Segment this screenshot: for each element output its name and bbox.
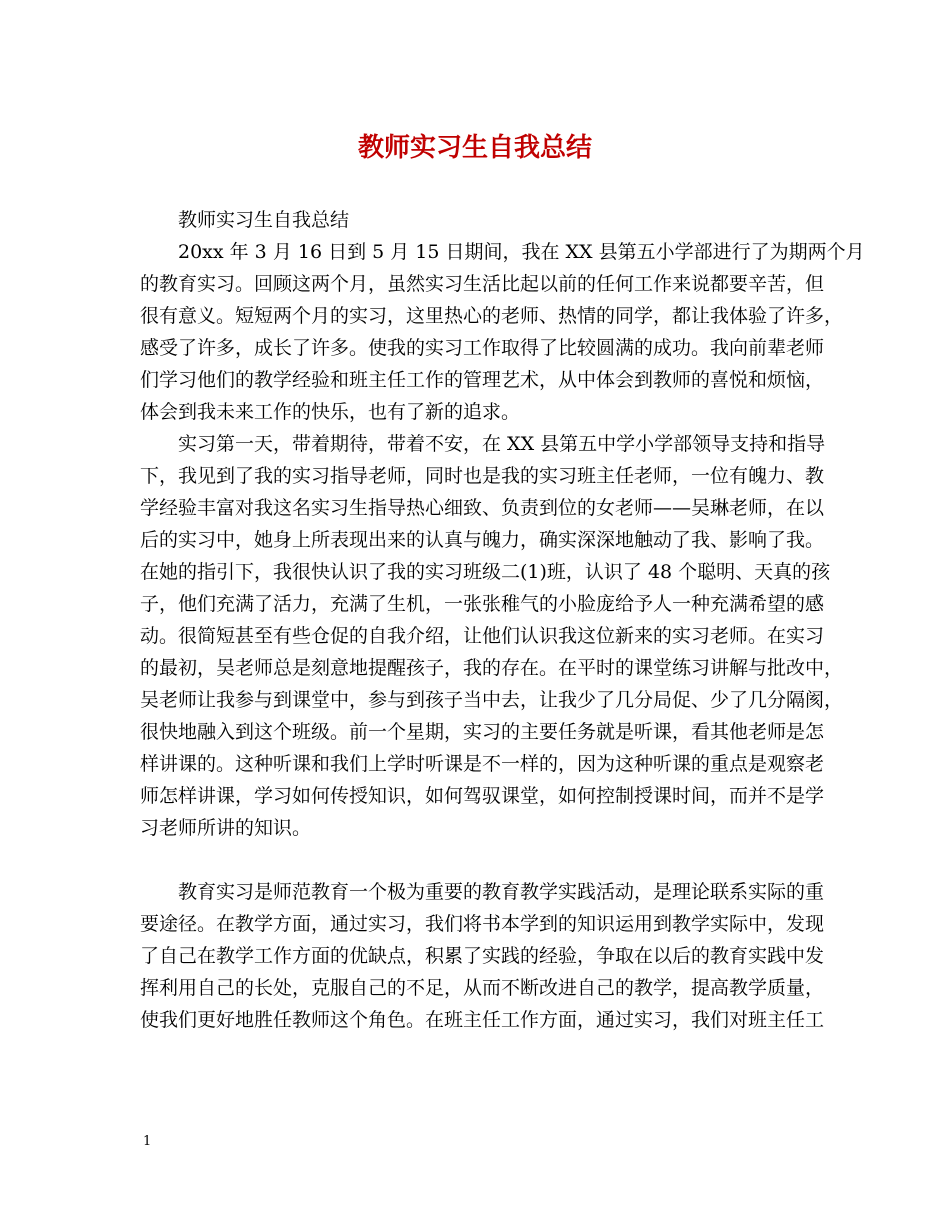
subtitle-line: 教师实习生自我总结 [178, 209, 350, 231]
paragraph-1-line-1: 20xx 年 3 月 16 日到 5 月 15 日期间，我在 XX 县第五小学部进行了为期两个月 [178, 241, 865, 263]
document-title: 教师实习生自我总结 [357, 133, 592, 163]
paragraph-2-line-5: 在她的指引下，我很快认识了我的实习班级二(1)班，认识了 48 个聪明、天真的孩 [140, 561, 831, 583]
paragraph-2-line-2: 下，我见到了我的实习指导老师，同时也是我的实习班主任老师，一位有魄力、教 [140, 465, 825, 487]
paragraph-2-line-8: 的最初，吴老师总是刻意地提醒孩子，我的存在。在平时的课堂练习讲解与批改中， [140, 657, 844, 679]
page-number: 1 [143, 1134, 152, 1149]
paragraph-2-line-7: 动。很简短甚至有些仓促的自我介绍，让他们认识我这位新来的实习老师。在实习 [140, 625, 825, 647]
paragraph-2-line-10: 很快地融入到这个班级。前一个星期，实习的主要任务就是听课，看其他老师是怎 [140, 721, 825, 743]
paragraph-2-line-13: 习老师所讲的知识。 [140, 817, 312, 839]
paragraph-3-line-4: 挥利用自己的长处，克服自己的不足，从而不断改进自己的教学，提高教学质量， [140, 977, 825, 999]
paragraph-2-line-6: 子，他们充满了活力，充满了生机，一张张稚气的小脸庞给予人一种充满希望的感 [140, 593, 825, 615]
paragraph-3-line-5: 使我们更好地胜任教师这个角色。在班主任工作方面，通过实习，我们对班主任工 [140, 1009, 825, 1031]
paragraph-3-line-2: 要途径。在教学方面，通过实习，我们将书本学到的知识运用到教学实际中，发现 [140, 913, 825, 935]
paragraph-1-line-2: 的教育实习。回顾这两个月，虽然实习生活比起以前的任何工作来说都要辛苦，但 [140, 273, 825, 295]
paragraph-2-line-4: 后的实习中，她身上所表现出来的认真与魄力，确实深深地触动了我、影响了我。 [140, 529, 825, 551]
paragraph-1-line-6: 体会到我未来工作的快乐，也有了新的追求。 [140, 401, 521, 423]
paragraph-1-line-5: 们学习他们的教学经验和班主任工作的管理艺术，从中体会到教师的喜悦和烦恼， [140, 369, 825, 391]
paragraph-3-line-1: 教育实习是师范教育一个极为重要的教育教学实践活动，是理论联系实际的重 [178, 881, 825, 903]
paragraph-2-line-1: 实习第一天，带着期待，带着不安，在 XX 县第五中学小学部领导支持和指导 [178, 433, 826, 455]
paragraph-3-line-3: 了自己在教学工作方面的优缺点，积累了实践的经验，争取在以后的教育实践中发 [140, 945, 825, 967]
document-body [140, 204, 865, 1036]
paragraph-2-line-9: 吴老师让我参与到课堂中，参与到孩子当中去，让我少了几分局促、少了几分隔阂， [140, 689, 844, 711]
paragraph-1-line-4: 感受了许多，成长了许多。使我的实习工作取得了比较圆满的成功。我向前辈老师 [140, 337, 825, 359]
paragraph-2-line-3: 学经验丰富对我这名实习生指导热心细致、负责到位的女老师——吴琳老师，在以 [140, 497, 825, 519]
paragraph-spacer [140, 844, 812, 876]
paragraph-1-line-3: 很有意义。短短两个月的实习，这里热心的老师、热情的同学，都让我体验了许多， [140, 305, 844, 327]
paragraph-2-line-11: 样讲课的。这种听课和我们上学时听课是不一样的，因为这种听课的重点是观察老 [140, 753, 825, 775]
paragraph-2-line-12: 师怎样讲课，学习如何传授知识，如何驾驭课堂，如何控制授课时间，而并不是学 [140, 785, 825, 807]
